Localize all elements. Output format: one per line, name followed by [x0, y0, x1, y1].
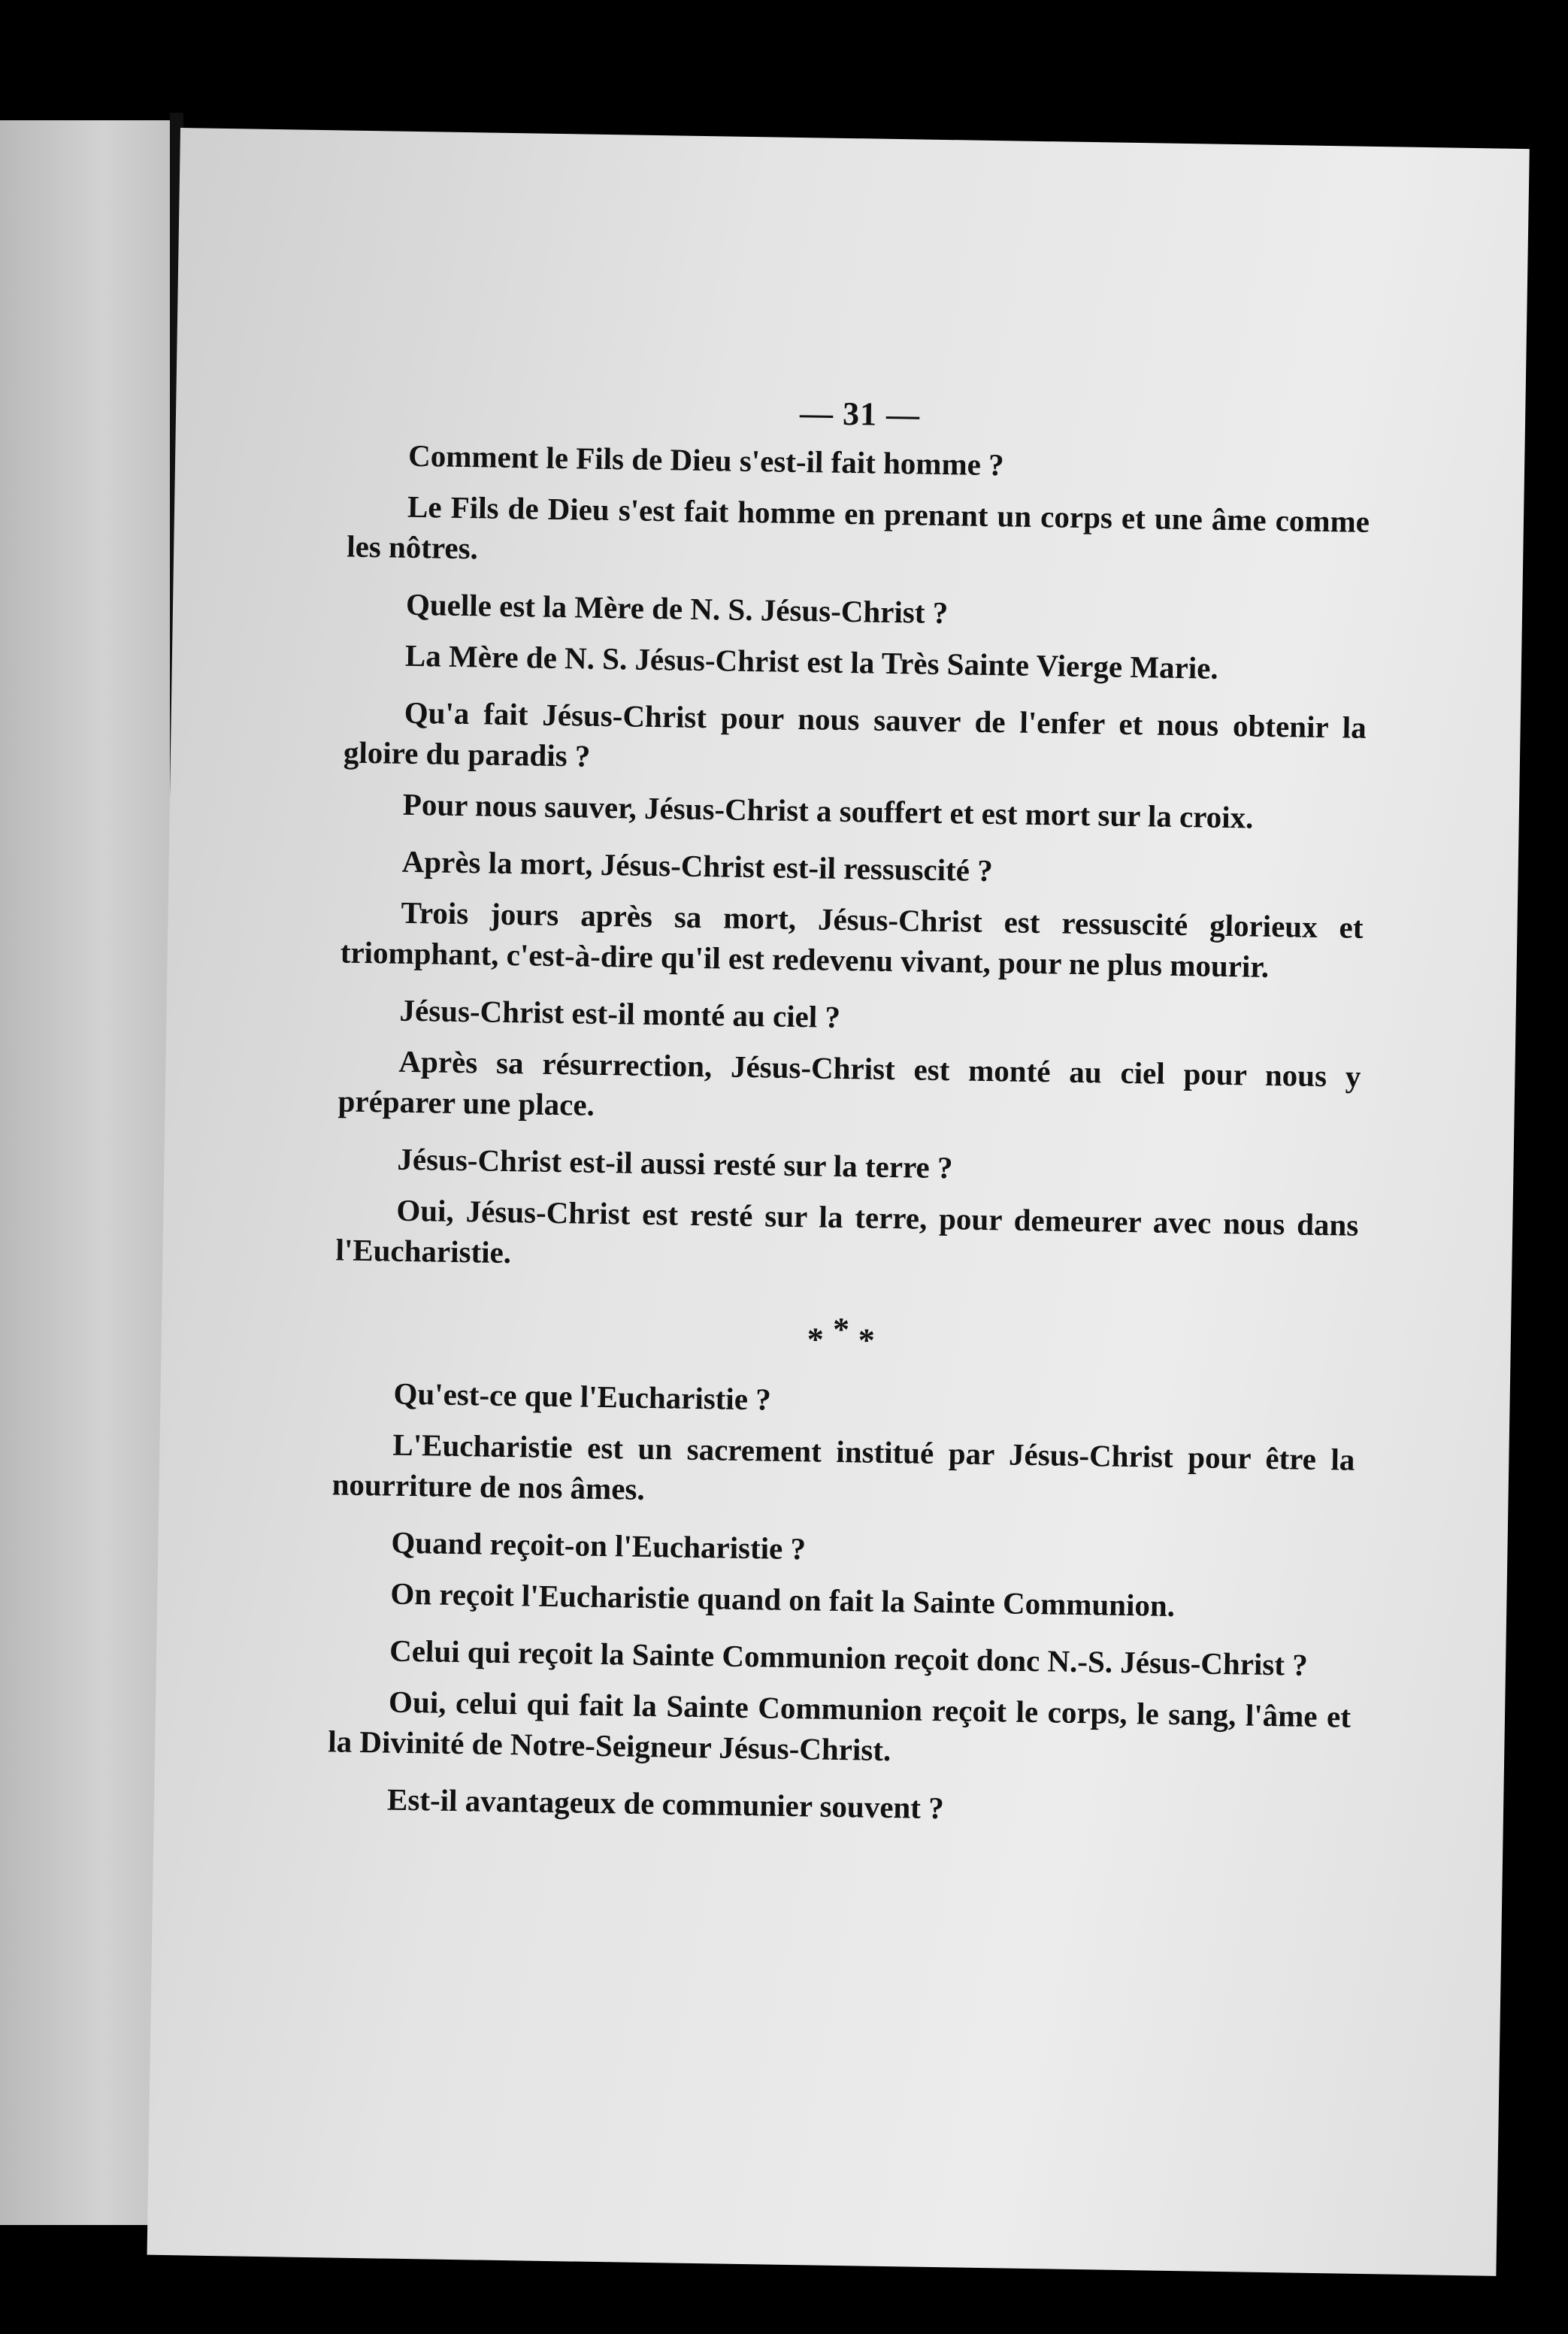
question: Quelle est la Mère de N. S. Jésus-Christ ?: [405, 586, 949, 631]
answer: Après sa résurrection, Jésus-Christ est monté au ciel pour nous y préparer une place.: [338, 1043, 1361, 1122]
answer: Le Fils de Dieu s'est fait homme en prenant un corps et une âme comme les nôtres.: [346, 489, 1370, 566]
answer: Oui, celui qui fait la Sainte Communion reçoit le corps, le sang, l'âme et la Divinité de Notre-Seigneur Jésus-Christ.: [327, 1684, 1352, 1768]
question: Qu'est-ce que l'Eucharistie ?: [393, 1376, 772, 1417]
asterisk: *: [807, 1321, 834, 1358]
answer: On reçoit l'Eucharistie quand on fait la Sainte Communion.: [390, 1576, 1176, 1624]
answer: Pour nous sauver, Jésus-Christ a souffert et est mort sur la croix.: [402, 786, 1254, 835]
answer: La Mère de N. S. Jésus-Christ est la Très Sainte Vierge Marie.: [404, 637, 1219, 686]
answer: L'Eucharistie est un sacrement institué par Jésus-Christ pour être la nourriture de nos âmes.: [331, 1427, 1355, 1506]
page-number: — 31 —: [799, 394, 921, 434]
question: Jésus-Christ est-il aussi resté sur la terre ?: [397, 1141, 953, 1185]
question: Qu'a fait Jésus-Christ pour nous sauver de l'enfer et nous obtenir la gloire du paradis ?: [343, 695, 1367, 773]
asterisk: *: [832, 1310, 859, 1349]
catechism-section-1: [335, 434, 1370, 1286]
question: Après la mort, Jésus-Christ est-il ressuscité ?: [401, 843, 994, 888]
asterisk: *: [858, 1321, 885, 1359]
book-page: [147, 128, 1530, 2276]
question: Jésus-Christ est-il monté au ciel ?: [399, 992, 841, 1034]
final-question: Est-il avantageux de communier souvent ?: [386, 1782, 945, 1826]
answer: Oui, Jésus-Christ est resté sur la terre, pour demeurer avec nous dans l'Eucharistie.: [335, 1192, 1359, 1270]
asterism-separator: [334, 1312, 1357, 1368]
question: Celui qui reçoit la Sainte Communion reçoit donc N.-S. Jésus-Christ ?: [389, 1633, 1309, 1682]
question: Quand reçoit-on l'Eucharistie ?: [391, 1524, 807, 1567]
answer: Trois jours après sa mort, Jésus-Christ est ressuscité glorieux et triomphant, c'est-à-dire qu'il est redevenu vivant, pour ne plus mourir.: [340, 895, 1364, 984]
catechism-section-2: [327, 1372, 1356, 1834]
facing-page-edge: [0, 120, 173, 2225]
question: Comment le Fils de Dieu s'est-il fait homme ?: [407, 437, 1005, 483]
page-text: [326, 386, 1371, 1845]
